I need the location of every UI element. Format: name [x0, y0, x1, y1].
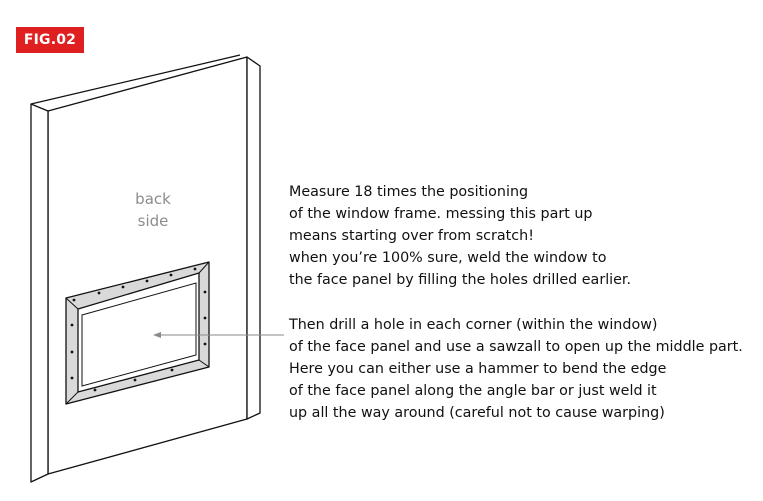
- note-line: of the face panel and use a sawzall to open up the middle part.: [289, 339, 743, 355]
- weld-hole: [73, 299, 76, 302]
- face-panel: [48, 57, 247, 474]
- note-line: of the face panel along the angle bar or just weld it: [289, 383, 657, 399]
- back-side-label-line: back: [135, 190, 171, 208]
- back-side-label: [118, 188, 188, 232]
- note-line: means starting over from scratch!: [289, 228, 534, 244]
- instruction-note-welding: [289, 181, 759, 291]
- note-line: of the window frame. messing this part up: [289, 206, 593, 222]
- note-line: when you’re 100% sure, weld the window to: [289, 250, 607, 266]
- weld-hole: [71, 377, 74, 380]
- note-line: Then drill a hole in each corner (within the window): [289, 317, 658, 333]
- note-line: Here you can either use a hammer to bend the edge: [289, 361, 667, 377]
- weld-hole: [134, 379, 137, 382]
- weld-hole: [94, 389, 97, 392]
- figure-label-badge: FIG.02: [16, 27, 84, 53]
- weld-hole: [204, 343, 207, 346]
- weld-hole: [71, 351, 74, 354]
- instruction-note-cutting: [289, 314, 759, 424]
- weld-hole: [204, 317, 207, 320]
- note-line: the face panel by filling the holes drilled earlier.: [289, 272, 632, 288]
- left-flange: [31, 104, 48, 482]
- weld-hole: [98, 292, 101, 295]
- back-side-label-line: side: [137, 212, 169, 230]
- weld-hole: [171, 369, 174, 372]
- note-line: Measure 18 times the positioning: [289, 184, 529, 200]
- weld-hole: [204, 291, 207, 294]
- weld-hole: [146, 280, 149, 283]
- weld-hole: [170, 274, 173, 277]
- right-flange: [247, 57, 260, 419]
- note-line: up all the way around (careful not to cause warping): [289, 405, 665, 421]
- weld-hole: [194, 268, 197, 271]
- weld-hole: [122, 286, 125, 289]
- weld-hole: [71, 324, 74, 327]
